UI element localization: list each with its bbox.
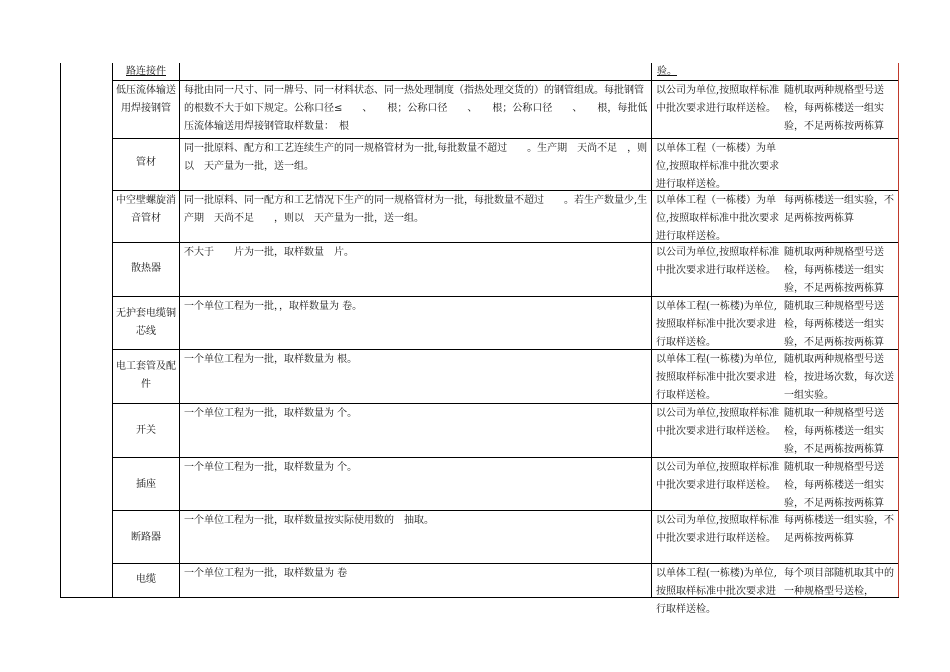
sampling-rule: 一个单位工程为一批，，取样数量为 卷。 bbox=[184, 301, 363, 312]
sampling-method: 以单体工程（一栋楼）为单位,按照取样标准中批次要求进行取样送检。 bbox=[656, 195, 780, 242]
sampling-note: 随机取两种规格型号送检，按进场次数，每次送一组实验。 bbox=[784, 354, 894, 401]
sampling-method: 以公司为单位,按照取样标准中批次要求进行取样送检。 bbox=[656, 408, 780, 437]
row-divider bbox=[112, 190, 898, 191]
item-name: 开关 bbox=[136, 425, 156, 436]
item-name: 无护套电缆铜芯线 bbox=[116, 308, 176, 337]
sampling-note: 每两栋楼送一组实验，不足两栋按两栋算 bbox=[784, 195, 894, 224]
sampling-rule: 不大于 片为一批，取样数量 片。 bbox=[184, 247, 354, 258]
table-column-divider bbox=[112, 63, 113, 597]
item-name: 中空壁螺旋消音管材 bbox=[116, 195, 176, 224]
row-divider bbox=[112, 349, 898, 350]
row-divider bbox=[112, 510, 898, 511]
item-name: 管材 bbox=[136, 157, 156, 168]
sampling-method: 以单体工程(一栋楼)为单位,按照取样标准中批次要求进行取样送检。 bbox=[656, 301, 777, 348]
sampling-method: 以公司为单位,按照取样标准中批次要求进行取样送检。 bbox=[656, 85, 780, 114]
row-divider bbox=[112, 296, 898, 297]
table-column-divider bbox=[651, 63, 652, 597]
sampling-note: 随机取一种规格型号送检，每两栋楼送一组实验，不足两栋按两栋算 bbox=[784, 408, 884, 455]
row-divider bbox=[112, 138, 898, 139]
sampling-rule: 每批由同一尺寸、同一牌号、同一材料状态、同一热处理制度（指热处理交货的）的钢管组成。每批钢管的根数不大于如下规定。公称口径≤ 、 根；公称口径 、 根；公称口径 、 根，每批低压流体输送用焊接钢管取样数量： 根 bbox=[184, 85, 648, 132]
row-divider bbox=[112, 403, 898, 404]
table-column-divider bbox=[179, 63, 180, 597]
sampling-method: 以单体工程（一栋楼）为单位,按照取样标准中批次要求进行取样送检。 bbox=[656, 143, 780, 190]
row-divider bbox=[112, 80, 898, 81]
sampling-note: 每两栋楼送一组实验，不足两栋按两栋算 bbox=[784, 515, 894, 544]
item-name: 插座 bbox=[136, 479, 156, 490]
header-name-cell: 路连接件 bbox=[126, 66, 166, 77]
sampling-rule: 一个单位工程为一批，取样数量为 卷 bbox=[184, 568, 348, 579]
sampling-method: 以公司为单位,按照取样标准中批次要求进行取样送检。 bbox=[656, 462, 780, 491]
sampling-rule: 一个单位工程为一批，取样数量为 根。 bbox=[184, 354, 358, 365]
sampling-method: 以公司为单位,按照取样标准中批次要求进行取样送检。 bbox=[656, 247, 780, 276]
row-divider bbox=[112, 242, 898, 243]
item-name: 散热器 bbox=[131, 263, 161, 274]
sampling-method: 以单体工程(一栋楼)为单位,按照取样标准中批次要求进行取样送检。 bbox=[656, 568, 777, 615]
sampling-note: 随机取两种规格型号送检，每两栋楼送一组实验，不足两栋按两栋算 bbox=[784, 85, 884, 132]
table-border-right bbox=[898, 63, 899, 597]
sampling-rule: 一个单位工程为一批，取样数量为 个。 bbox=[184, 408, 358, 419]
table-border-left bbox=[60, 63, 61, 597]
sampling-note: 随机取两种规格型号送检，每两栋楼送一组实验，不足两栋按两栋算 bbox=[784, 247, 884, 294]
item-name: 断路器 bbox=[131, 532, 161, 543]
sampling-rule: 同一批原料、配方和工艺连续生产的同一规格管材为一批,每批数量不超过 。生产期 天尚不足 ，则以 天产量为一批，送一组。 bbox=[184, 143, 648, 172]
row-divider bbox=[112, 563, 898, 564]
row-divider bbox=[112, 457, 898, 458]
sampling-rule: 一个单位工程为一批，取样数量为 个。 bbox=[184, 462, 358, 473]
sampling-method: 以单体工程(一栋楼)为单位,按照取样标准中批次要求进行取样送检。 bbox=[656, 354, 777, 401]
sampling-rule: 一个单位工程为一批，取样数量按实际使用数的 抽取。 bbox=[184, 515, 434, 526]
sampling-note: 每个项目部随机取其中的一种规格型号送检， bbox=[784, 568, 894, 597]
sampling-method: 以公司为单位,按照取样标准中批次要求进行取样送检。 bbox=[656, 515, 780, 544]
header-method-cell: 验。 bbox=[657, 66, 677, 77]
item-name: 电缆 bbox=[136, 574, 156, 585]
sampling-rule: 同一批原料、同一配方和工艺情况下生产的同一规格管材为一批，每批数量不超过 。若生产数量少,生产期 天尚不足 ，则以 天产量为一批，送一组。 bbox=[184, 195, 648, 224]
sampling-note: 随机取一种规格型号送检，每两栋楼送一组实验，不足两栋按两栋算 bbox=[784, 462, 884, 509]
sampling-note: 随机取三种规格型号送检，每两栋楼送一组实验，不足两栋按两栋算 bbox=[784, 301, 884, 348]
item-name: 电工套管及配件 bbox=[116, 361, 176, 390]
item-name: 低压流体输送用焊接钢管 bbox=[116, 85, 176, 114]
